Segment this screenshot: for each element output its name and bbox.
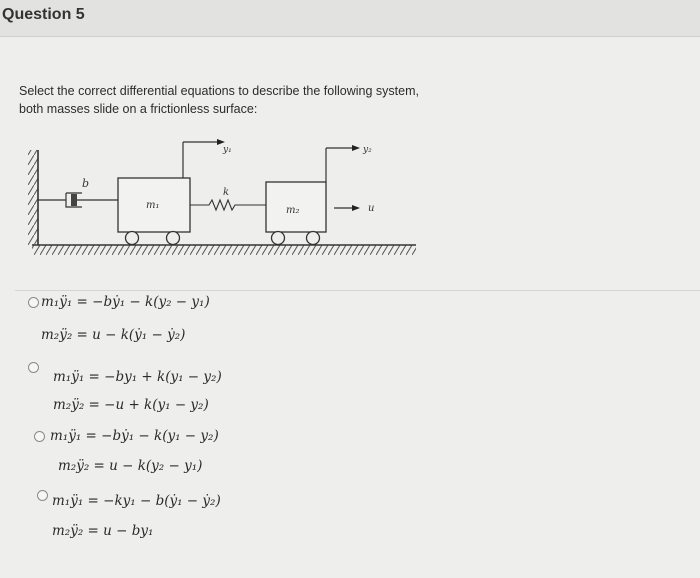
input-force-arrow <box>334 205 360 211</box>
option-1-radio[interactable] <box>28 297 39 308</box>
option-4-radio[interactable] <box>37 490 48 501</box>
mass-2-wheel-right <box>307 232 320 245</box>
mass-1-wheel-left <box>126 232 139 245</box>
damper <box>38 193 118 207</box>
prompt-line-2: both masses slide on a frictionless surface: <box>19 102 258 116</box>
spring-label: k <box>223 187 230 198</box>
option-1-equation-2: m₂ÿ₂ = u − k(ẏ₁ − ẏ₂) <box>41 327 186 343</box>
mass-2-wheel-left <box>272 232 285 245</box>
mass-1-wheel-right <box>167 232 180 245</box>
y1-displacement-arrow <box>183 139 225 178</box>
y2-label: y₂ <box>363 145 372 155</box>
option-2-equation-2: m₂ÿ₂ = −u + k(y₁ − y₂) <box>53 397 209 413</box>
mass-2-label: m₂ <box>286 205 300 216</box>
question-title: Question 5 <box>2 6 85 23</box>
mass-spring-damper-diagram <box>28 135 428 270</box>
option-3-equation-2: m₂ÿ₂ = u − k(y₂ − y₁) <box>58 458 203 474</box>
ground-hatching <box>32 245 416 255</box>
mass-1-label: m₁ <box>146 200 160 211</box>
option-4-equation-1: m₁ÿ₁ = −ky₁ − b(ẏ₁ − ẏ₂) <box>52 493 221 509</box>
wall-hatching <box>28 150 38 245</box>
y1-label: y₁ <box>223 145 232 155</box>
option-2-equation-1: m₁ÿ₁ = −by₁ + k(y₁ − y₂) <box>53 369 222 385</box>
question-prompt <box>19 82 479 118</box>
input-force-label: u <box>368 203 375 214</box>
damper-label: b <box>82 177 90 190</box>
option-3-radio[interactable] <box>34 431 45 442</box>
prompt-line-1: Select the correct differential equations to describe the following system, <box>19 84 419 98</box>
spring <box>190 200 266 210</box>
option-2-radio[interactable] <box>28 362 39 373</box>
option-1-equation-1: m₁ÿ₁ = −bẏ₁ − k(y₂ − y₁) <box>41 294 210 310</box>
option-4-equation-2: m₂ÿ₂ = u − by₁ <box>52 523 154 539</box>
option-3-equation-1: m₁ÿ₁ = −bẏ₁ − k(y₁ − y₂) <box>50 428 219 444</box>
question-header <box>0 0 700 37</box>
y2-displacement-arrow <box>326 145 360 182</box>
